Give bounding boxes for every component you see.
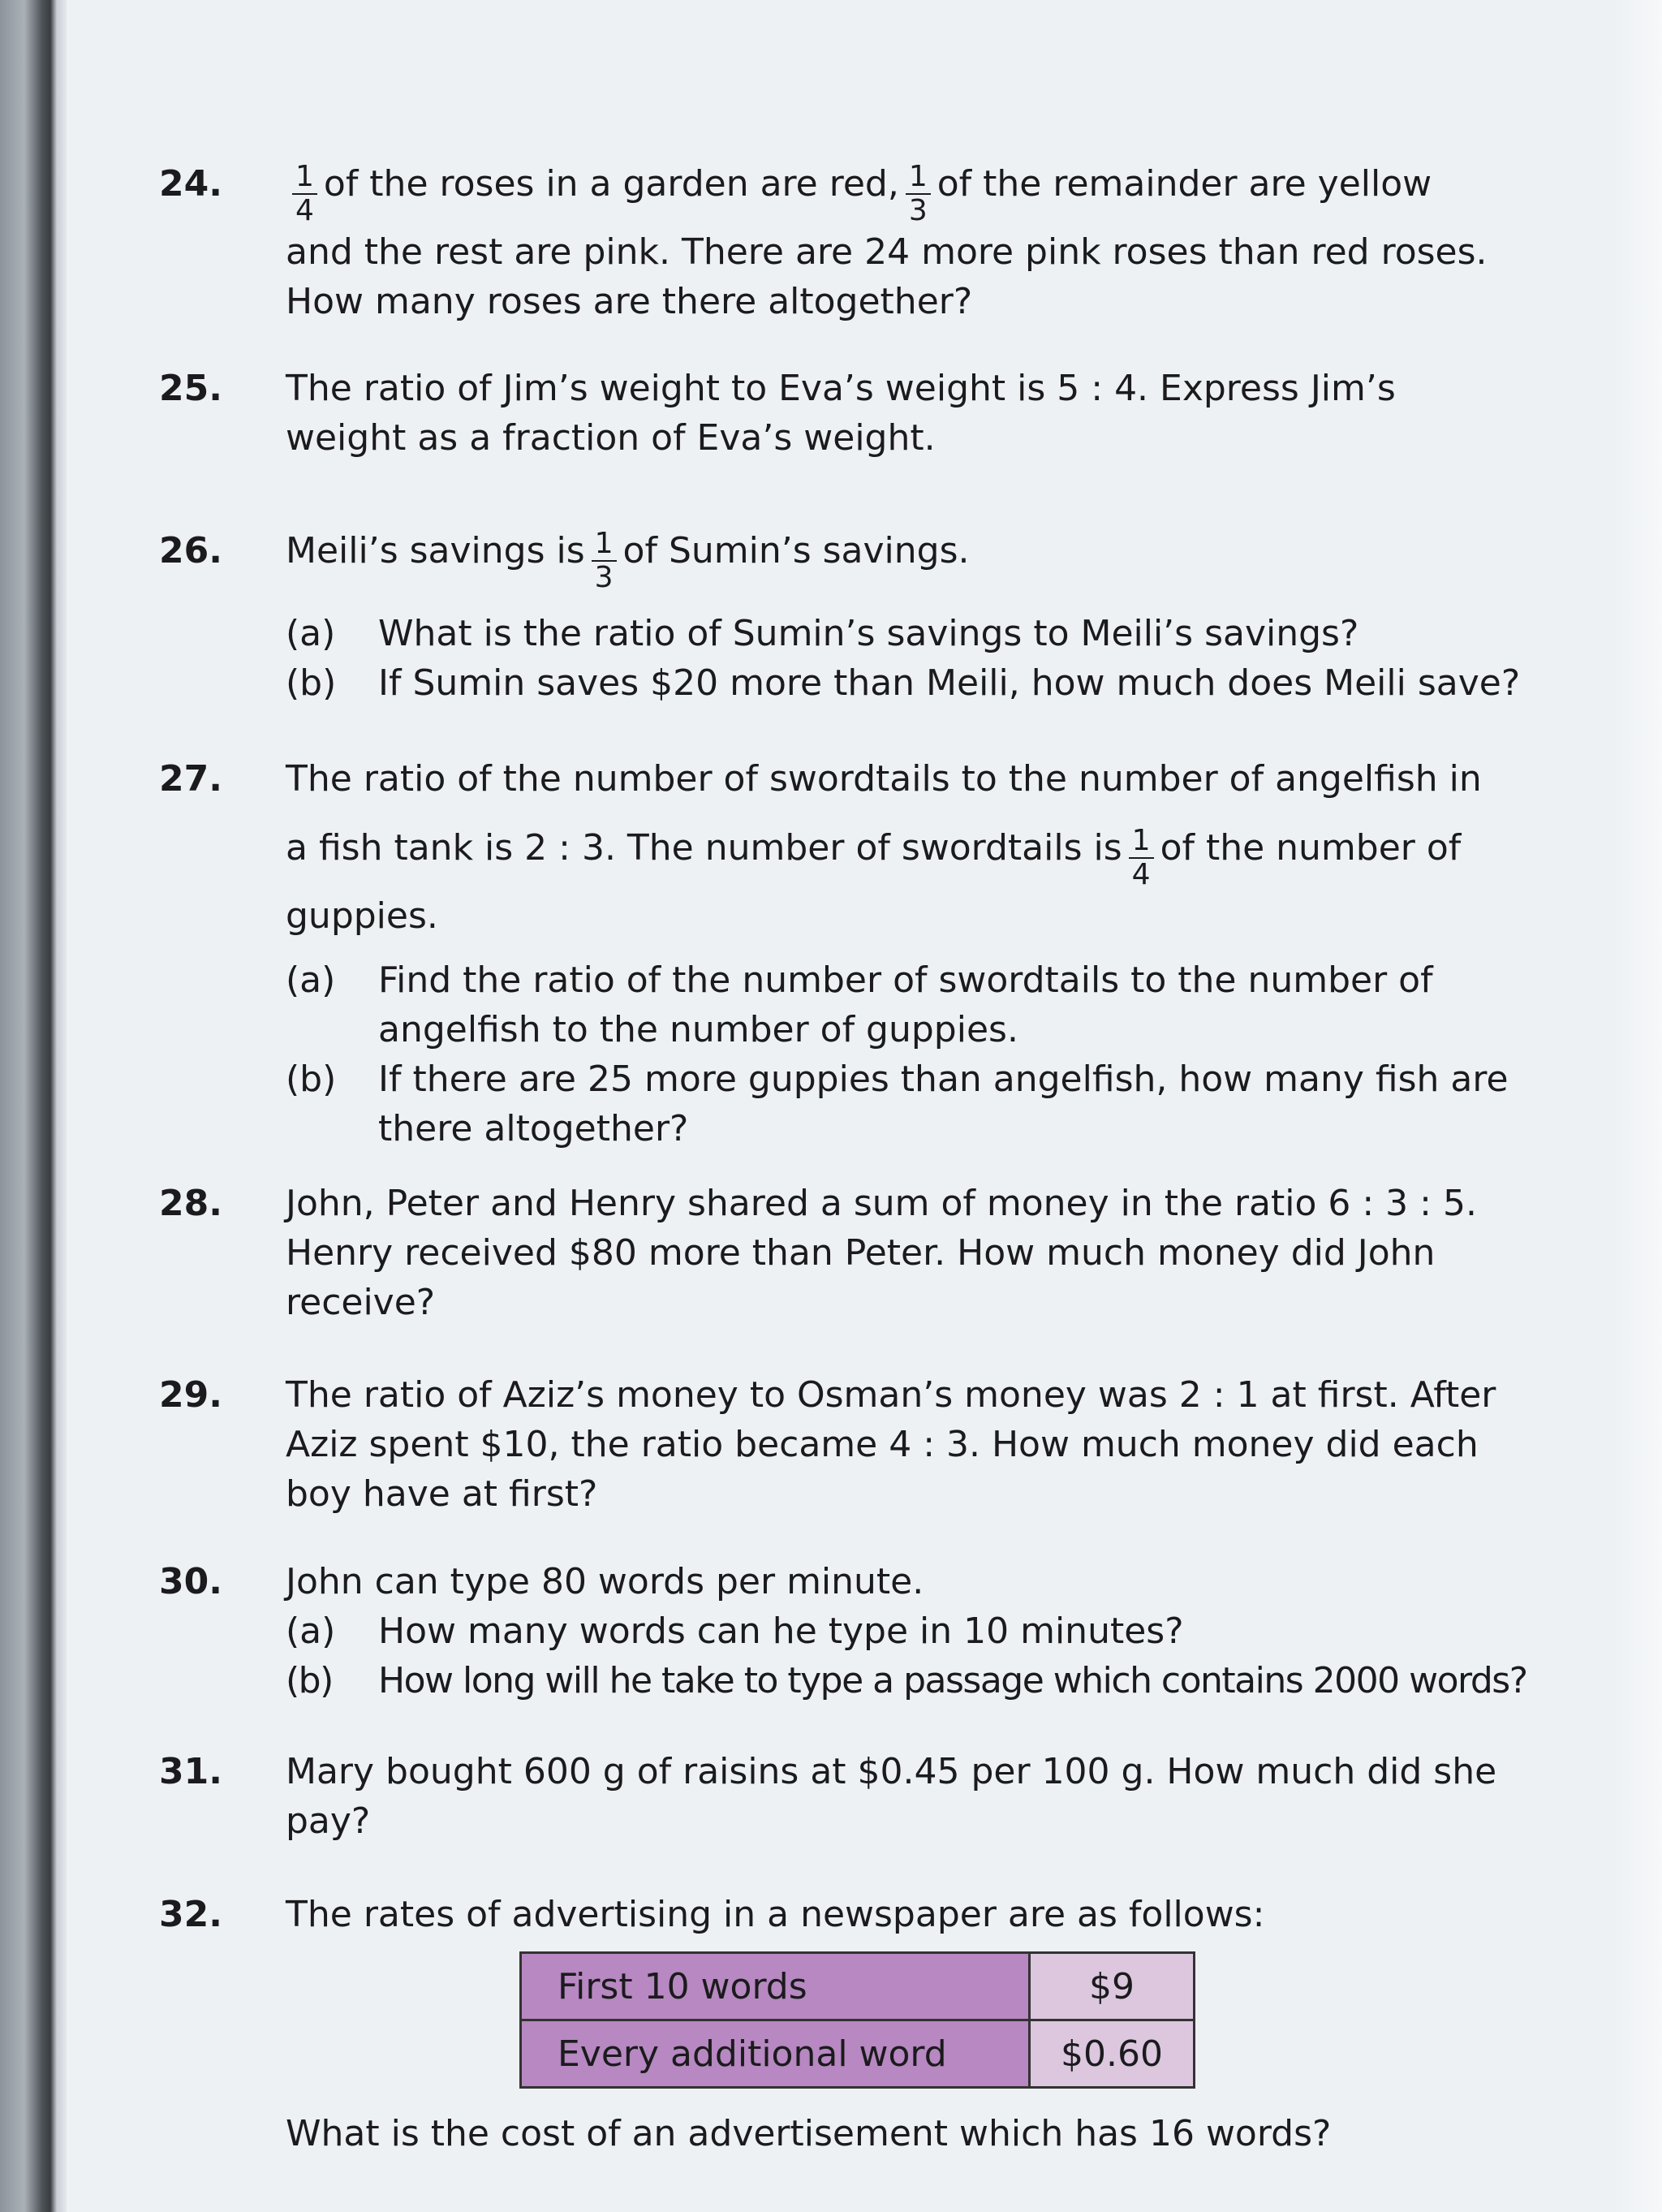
sub-label: (b) (286, 1660, 333, 1701)
question-text: of Sumin’s savings. (622, 530, 970, 571)
page-edge (1613, 0, 1662, 2212)
sub-text: there altogether? (378, 1108, 689, 1149)
question-text: Meili’s savings is (286, 530, 585, 571)
question-line: weight as a fraction of Eva’s weight. (286, 417, 936, 459)
sub-question-b (286, 658, 1552, 708)
question-line: John can type 80 words per minute. (286, 1561, 924, 1602)
question-body (286, 1890, 1552, 1939)
sub-text: How long will he take to type a passage which contains 2000 words? (378, 1660, 1527, 1701)
question-number: 30. (159, 1561, 222, 1602)
question-line: The ratio of the number of swordtails to the number of angelfish in (286, 758, 1482, 800)
question-body (286, 526, 1552, 708)
fraction-numerator: 1 (1129, 825, 1154, 859)
sub-text: Find the ratio of the number of swordtails to the number of (378, 959, 1433, 1001)
sub-label: (a) (286, 1610, 336, 1652)
question-line: Henry received $80 more than Peter. How much money did John (286, 1232, 1436, 1274)
question-body (286, 1747, 1552, 1846)
table-row (521, 1953, 1195, 2020)
fraction-denominator: 4 (1131, 858, 1151, 891)
question-number: 31. (159, 1751, 222, 1792)
rate-label: First 10 words (521, 1953, 1030, 2020)
sub-question-b (286, 1054, 1552, 1104)
sub-label: (b) (286, 1059, 337, 1100)
question-line (286, 823, 1552, 891)
question-line (286, 526, 1552, 594)
question-body (286, 1557, 1552, 1705)
question-line: What is the cost of an advertisement which has 16 words? (286, 2113, 1332, 2154)
sub-text: angelfish to the number of guppies. (378, 1009, 1018, 1050)
question-line: The ratio of Jim’s weight to Eva’s weight is 5 : 4. Express Jim’s (286, 368, 1396, 409)
question-line: pay? (286, 1800, 371, 1842)
fraction-denominator: 3 (594, 561, 614, 594)
fraction (292, 161, 317, 227)
sub-question-a-cont (286, 1005, 1552, 1054)
question-number: 27. (159, 758, 222, 800)
fraction-denominator: 4 (295, 194, 314, 227)
question-body (286, 159, 1552, 326)
sub-question-a (286, 609, 1552, 658)
fraction (592, 528, 617, 594)
book-spine-shadow (0, 0, 67, 2212)
question-line: Mary bought 600 g of raisins at $0.45 per 100 g. How much did she (286, 1751, 1497, 1792)
sub-question-a (286, 1606, 1552, 1656)
question-line: John, Peter and Henry shared a sum of money in the ratio 6 : 3 : 5. (286, 1183, 1477, 1224)
fraction-denominator: 3 (908, 194, 928, 227)
question-line: Aziz spent $10, the ratio became 4 : 3. How much money did each (286, 1424, 1479, 1465)
question-line: guppies. (286, 895, 438, 937)
sub-question-b-cont (286, 1104, 1552, 1153)
question-text: of the remainder are yellow (936, 163, 1432, 205)
question-line: and the rest are pink. There are 24 more pink roses than red roses. (286, 231, 1488, 273)
sub-label: (b) (286, 662, 337, 704)
rate-value: $9 (1030, 1953, 1195, 2020)
question-text: of the roses in a garden are red, (323, 163, 899, 205)
fraction-numerator: 1 (906, 161, 931, 195)
fraction-numerator: 1 (292, 161, 317, 195)
question-number: 24. (159, 163, 222, 205)
question-body (286, 1370, 1552, 1519)
question-body (286, 364, 1552, 463)
question-text: a fish tank is 2 : 3. The number of swordtails is (286, 827, 1122, 869)
question-body (286, 754, 1552, 1153)
fraction (906, 161, 931, 227)
question-number: 29. (159, 1374, 222, 1416)
sub-question-a (286, 955, 1552, 1005)
question-line (286, 159, 1552, 227)
question-body (286, 1179, 1552, 1327)
sub-text: What is the ratio of Sumin’s savings to Meili’s savings? (378, 613, 1359, 654)
question-text: of the number of (1160, 827, 1462, 869)
question-line: receive? (286, 1282, 436, 1323)
sub-question-b (286, 1656, 1552, 1705)
fraction-numerator: 1 (592, 528, 617, 562)
question-body (286, 2109, 1552, 2158)
question-number: 26. (159, 530, 222, 571)
sub-label: (a) (286, 613, 336, 654)
sub-text: If there are 25 more guppies than angelfish, how many fish are (378, 1059, 1509, 1100)
question-number: 32. (159, 1894, 222, 1935)
question-number: 25. (159, 368, 222, 409)
rate-value: $0.60 (1030, 2020, 1195, 2088)
question-line: The rates of advertising in a newspaper are as follows: (286, 1894, 1265, 1935)
question-line: How many roses are there altogether? (286, 281, 973, 322)
sub-text: How many words can he type in 10 minutes? (378, 1610, 1184, 1652)
sub-text: If Sumin saves $20 more than Meili, how much does Meili save? (378, 662, 1521, 704)
rate-label: Every additional word (521, 2020, 1030, 2088)
question-line: The ratio of Aziz’s money to Osman’s money was 2 : 1 at first. After (286, 1374, 1496, 1416)
table-row (521, 2020, 1195, 2088)
advertising-rates-table (519, 1951, 1195, 2089)
sub-label: (a) (286, 959, 336, 1001)
question-line: boy have at first? (286, 1473, 598, 1515)
fraction (1129, 825, 1154, 891)
question-number: 28. (159, 1183, 222, 1224)
